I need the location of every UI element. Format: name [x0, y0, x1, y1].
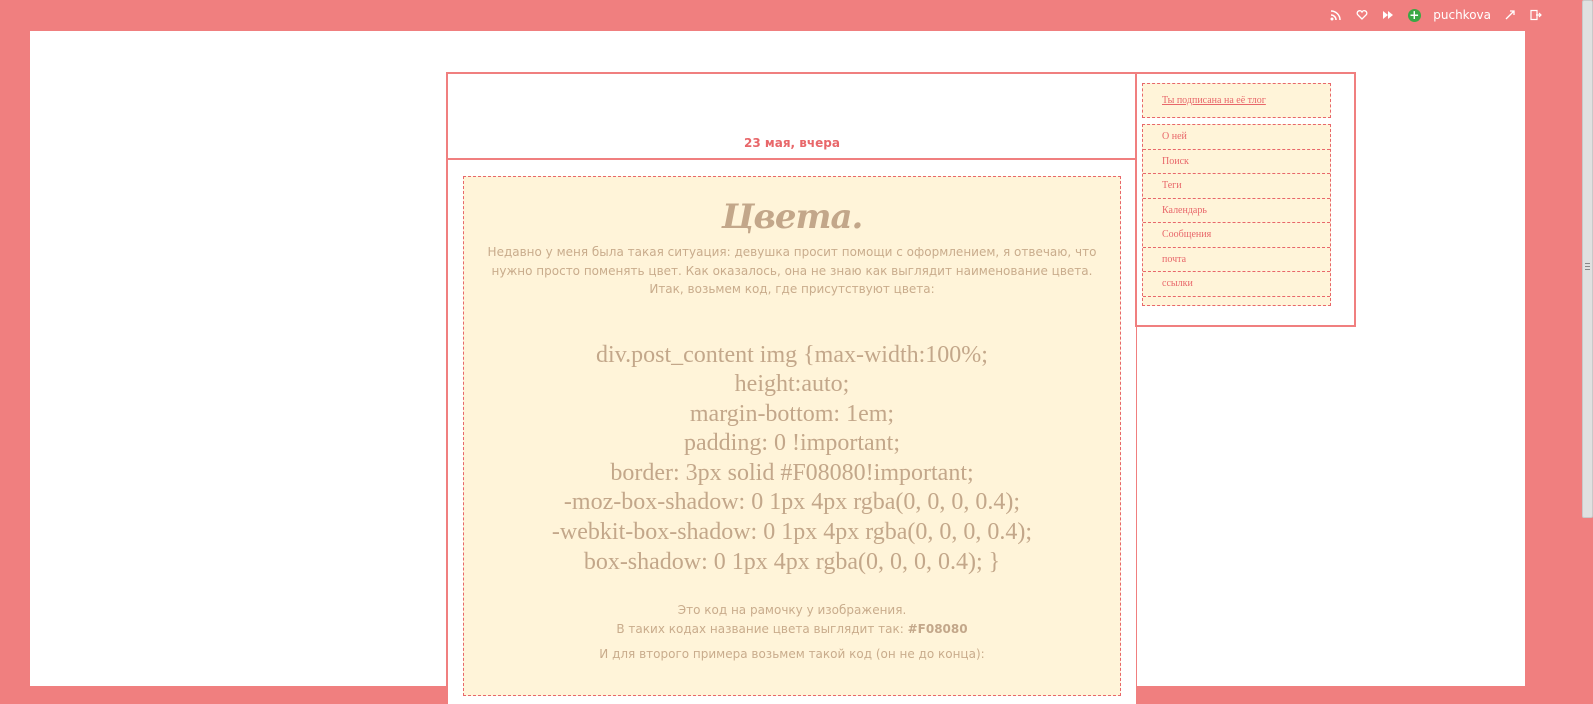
sidebar-item-label[interactable]: О ней	[1162, 131, 1187, 143]
sidebar	[1135, 72, 1356, 327]
heart-icon[interactable]	[1355, 8, 1369, 22]
code-block	[464, 341, 1120, 578]
subscription-box	[1142, 83, 1331, 118]
sidebar-item-label[interactable]: почта	[1162, 253, 1187, 265]
sidebar-inner	[1142, 83, 1331, 303]
code-line: padding: 0 !important;	[684, 430, 900, 457]
sidebar-item-about[interactable]	[1143, 125, 1330, 150]
code-line: -webkit-box-shadow: 0 1px 4px rgba(0, 0, 0, 0.4);	[551, 519, 1033, 546]
note-line: Это код на рамочку у изображения.	[677, 603, 907, 618]
post-note	[464, 601, 1120, 639]
sidebar-item-calendar[interactable]	[1143, 199, 1330, 224]
second-example-text: И для второго примера возьмем такой код (он не до конца):	[599, 647, 985, 662]
top-bar-icons	[1329, 5, 1543, 25]
code-line: margin-bottom: 1em;	[689, 400, 895, 427]
post-intro: Недавно у меня была такая ситуация: девушка просит помощи с оформлением, я отвечаю, что нужно просто поменять цвет. Как оказалось, она не знаю как выглядит наименование цвета. Итак, возьмем код, где присутствуют цвета:	[487, 245, 1097, 296]
logout-icon[interactable]	[1529, 8, 1543, 22]
post-date: 23 мая, вчера	[744, 136, 840, 150]
sidebar-menu-spacer	[1143, 297, 1330, 305]
top-bar	[0, 0, 1593, 31]
sidebar-item-label[interactable]: ссылки	[1162, 278, 1193, 290]
page-scrollbar[interactable]	[1580, 0, 1593, 686]
sidebar-item-tags[interactable]	[1143, 174, 1330, 199]
date-header	[448, 74, 1136, 160]
sidebar-item-mail[interactable]	[1143, 248, 1330, 273]
scrollbar-thumb[interactable]	[1582, 0, 1593, 518]
color-code: #F08080	[907, 622, 968, 637]
code-line: height:auto;	[734, 371, 850, 398]
expand-icon[interactable]	[1503, 8, 1517, 22]
subscription-link[interactable]: Ты подписана на её тлог	[1162, 95, 1266, 106]
fast-forward-icon[interactable]	[1381, 8, 1395, 22]
post-title: Цвета.	[721, 197, 863, 237]
note-prefix: В таких кодах название цвета выглядит так:	[616, 622, 908, 637]
feed-column	[446, 72, 1137, 704]
code-line: border: 3px solid #F08080!important;	[610, 459, 974, 486]
sidebar-item-label[interactable]: Теги	[1162, 180, 1182, 192]
sidebar-item-label[interactable]: Сообщения	[1162, 229, 1212, 241]
sidebar-item-links[interactable]	[1143, 272, 1330, 297]
code-line: -moz-box-shadow: 0 1px 4px rgba(0, 0, 0, 0.4);	[563, 489, 1021, 516]
code-line: box-shadow: 0 1px 4px rgba(0, 0, 0, 0.4); }	[583, 548, 1001, 575]
sidebar-item-messages[interactable]	[1143, 223, 1330, 248]
sidebar-item-label[interactable]: Календарь	[1162, 204, 1207, 216]
code-line: div.post_content img {max-width:100%;	[596, 341, 988, 368]
page-canvas	[30, 31, 1525, 686]
username-link[interactable]: puchkova	[1433, 8, 1491, 22]
sidebar-menu	[1142, 124, 1331, 306]
rss-icon[interactable]	[1329, 8, 1343, 22]
post-card	[463, 176, 1121, 696]
sidebar-item-label[interactable]: Поиск	[1162, 155, 1189, 167]
plus-circle-icon[interactable]: +	[1409, 7, 1420, 22]
sidebar-item-search[interactable]	[1143, 150, 1330, 175]
note-line	[464, 620, 1120, 639]
